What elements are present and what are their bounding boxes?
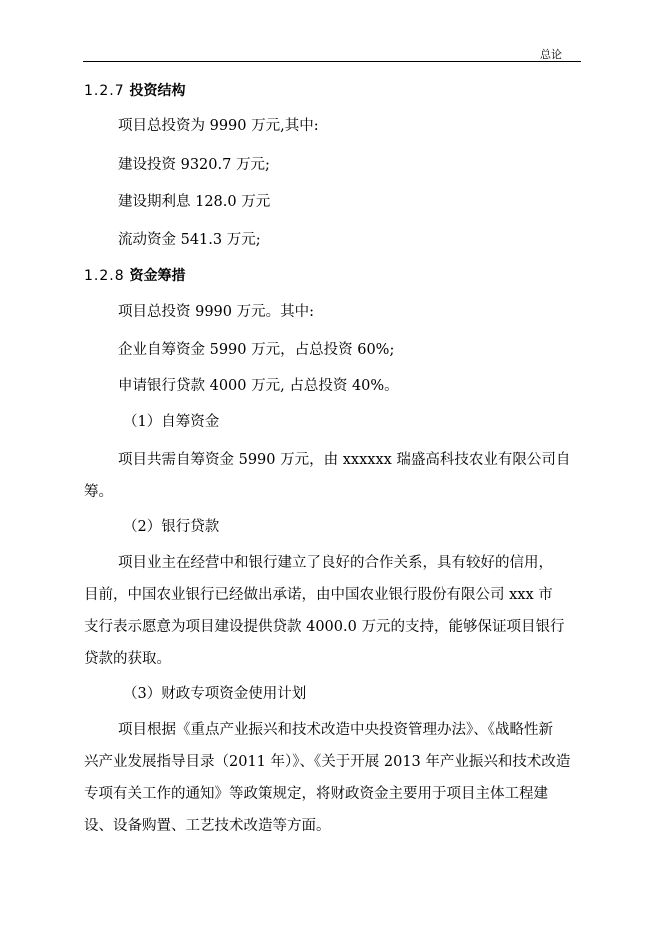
subsection-title: （2）银行贷款 xyxy=(123,519,220,535)
paragraph-line: 流动资金 541.3 万元; xyxy=(118,232,261,248)
paragraph-line: 项目总投资 9990 万元。其中: xyxy=(118,304,315,320)
section-heading-1-2-7 xyxy=(84,81,186,101)
paragraph-line: 设、设备购置、工艺技术改造等方面。 xyxy=(84,818,331,834)
paragraph-line: 建设期利息 128.0 万元 xyxy=(118,194,271,210)
subsection-title: （1）自筹资金 xyxy=(123,414,220,430)
paragraph-line: 兴产业发展指导目录（2011 年）》、《关于开展 2013 年产业振兴和技术改造 xyxy=(84,754,571,770)
section-number: 1.2.8 xyxy=(84,268,125,284)
section-number: 1.2.7 xyxy=(84,83,125,99)
paragraph-line: 项目根据《重点产业振兴和技术改造中央投资管理办法》、《战略性新 xyxy=(118,722,553,738)
paragraph-line: 专项有关工作的通知》等政策规定，将财政资金主要用于项目主体工程建 xyxy=(84,786,548,802)
paragraph-line: 项目业主在经营中和银行建立了良好的合作关系，具有较好的信用， xyxy=(118,555,553,571)
paragraph-line: 项目总投资为 9990 万元,其中: xyxy=(118,118,319,134)
header-divider xyxy=(83,61,581,62)
paragraph-line: 建设投资 9320.7 万元; xyxy=(118,157,270,173)
section-title: 投资结构 xyxy=(129,83,186,99)
paragraph-line: 申请银行贷款 4000 万元, 占总投资 40%。 xyxy=(118,378,399,394)
section-heading-1-2-8 xyxy=(84,266,186,286)
paragraph-line: 项目共需自筹资金 5990 万元，由 xxxxxx 瑞盛高科技农业有限公司自 xyxy=(118,452,571,468)
paragraph-line: 支行表示愿意为项目建设提供贷款 4000.0 万元的支持，能够保证项目银行 xyxy=(84,619,565,635)
paragraph-line: 目前，中国农业银行已经做出承诺，由中国农业银行股份有限公司 xxx 市 xyxy=(84,587,553,603)
section-title: 资金筹措 xyxy=(129,268,186,284)
subsection-title: （3）财政专项资金使用计划 xyxy=(123,686,307,702)
paragraph-line: 贷款的获取。 xyxy=(84,651,171,667)
paragraph-line: 筹。 xyxy=(84,484,113,500)
header-label: 总论 xyxy=(540,48,562,61)
paragraph-line: 企业自筹资金 5990 万元，占总投资 60%; xyxy=(118,342,395,358)
